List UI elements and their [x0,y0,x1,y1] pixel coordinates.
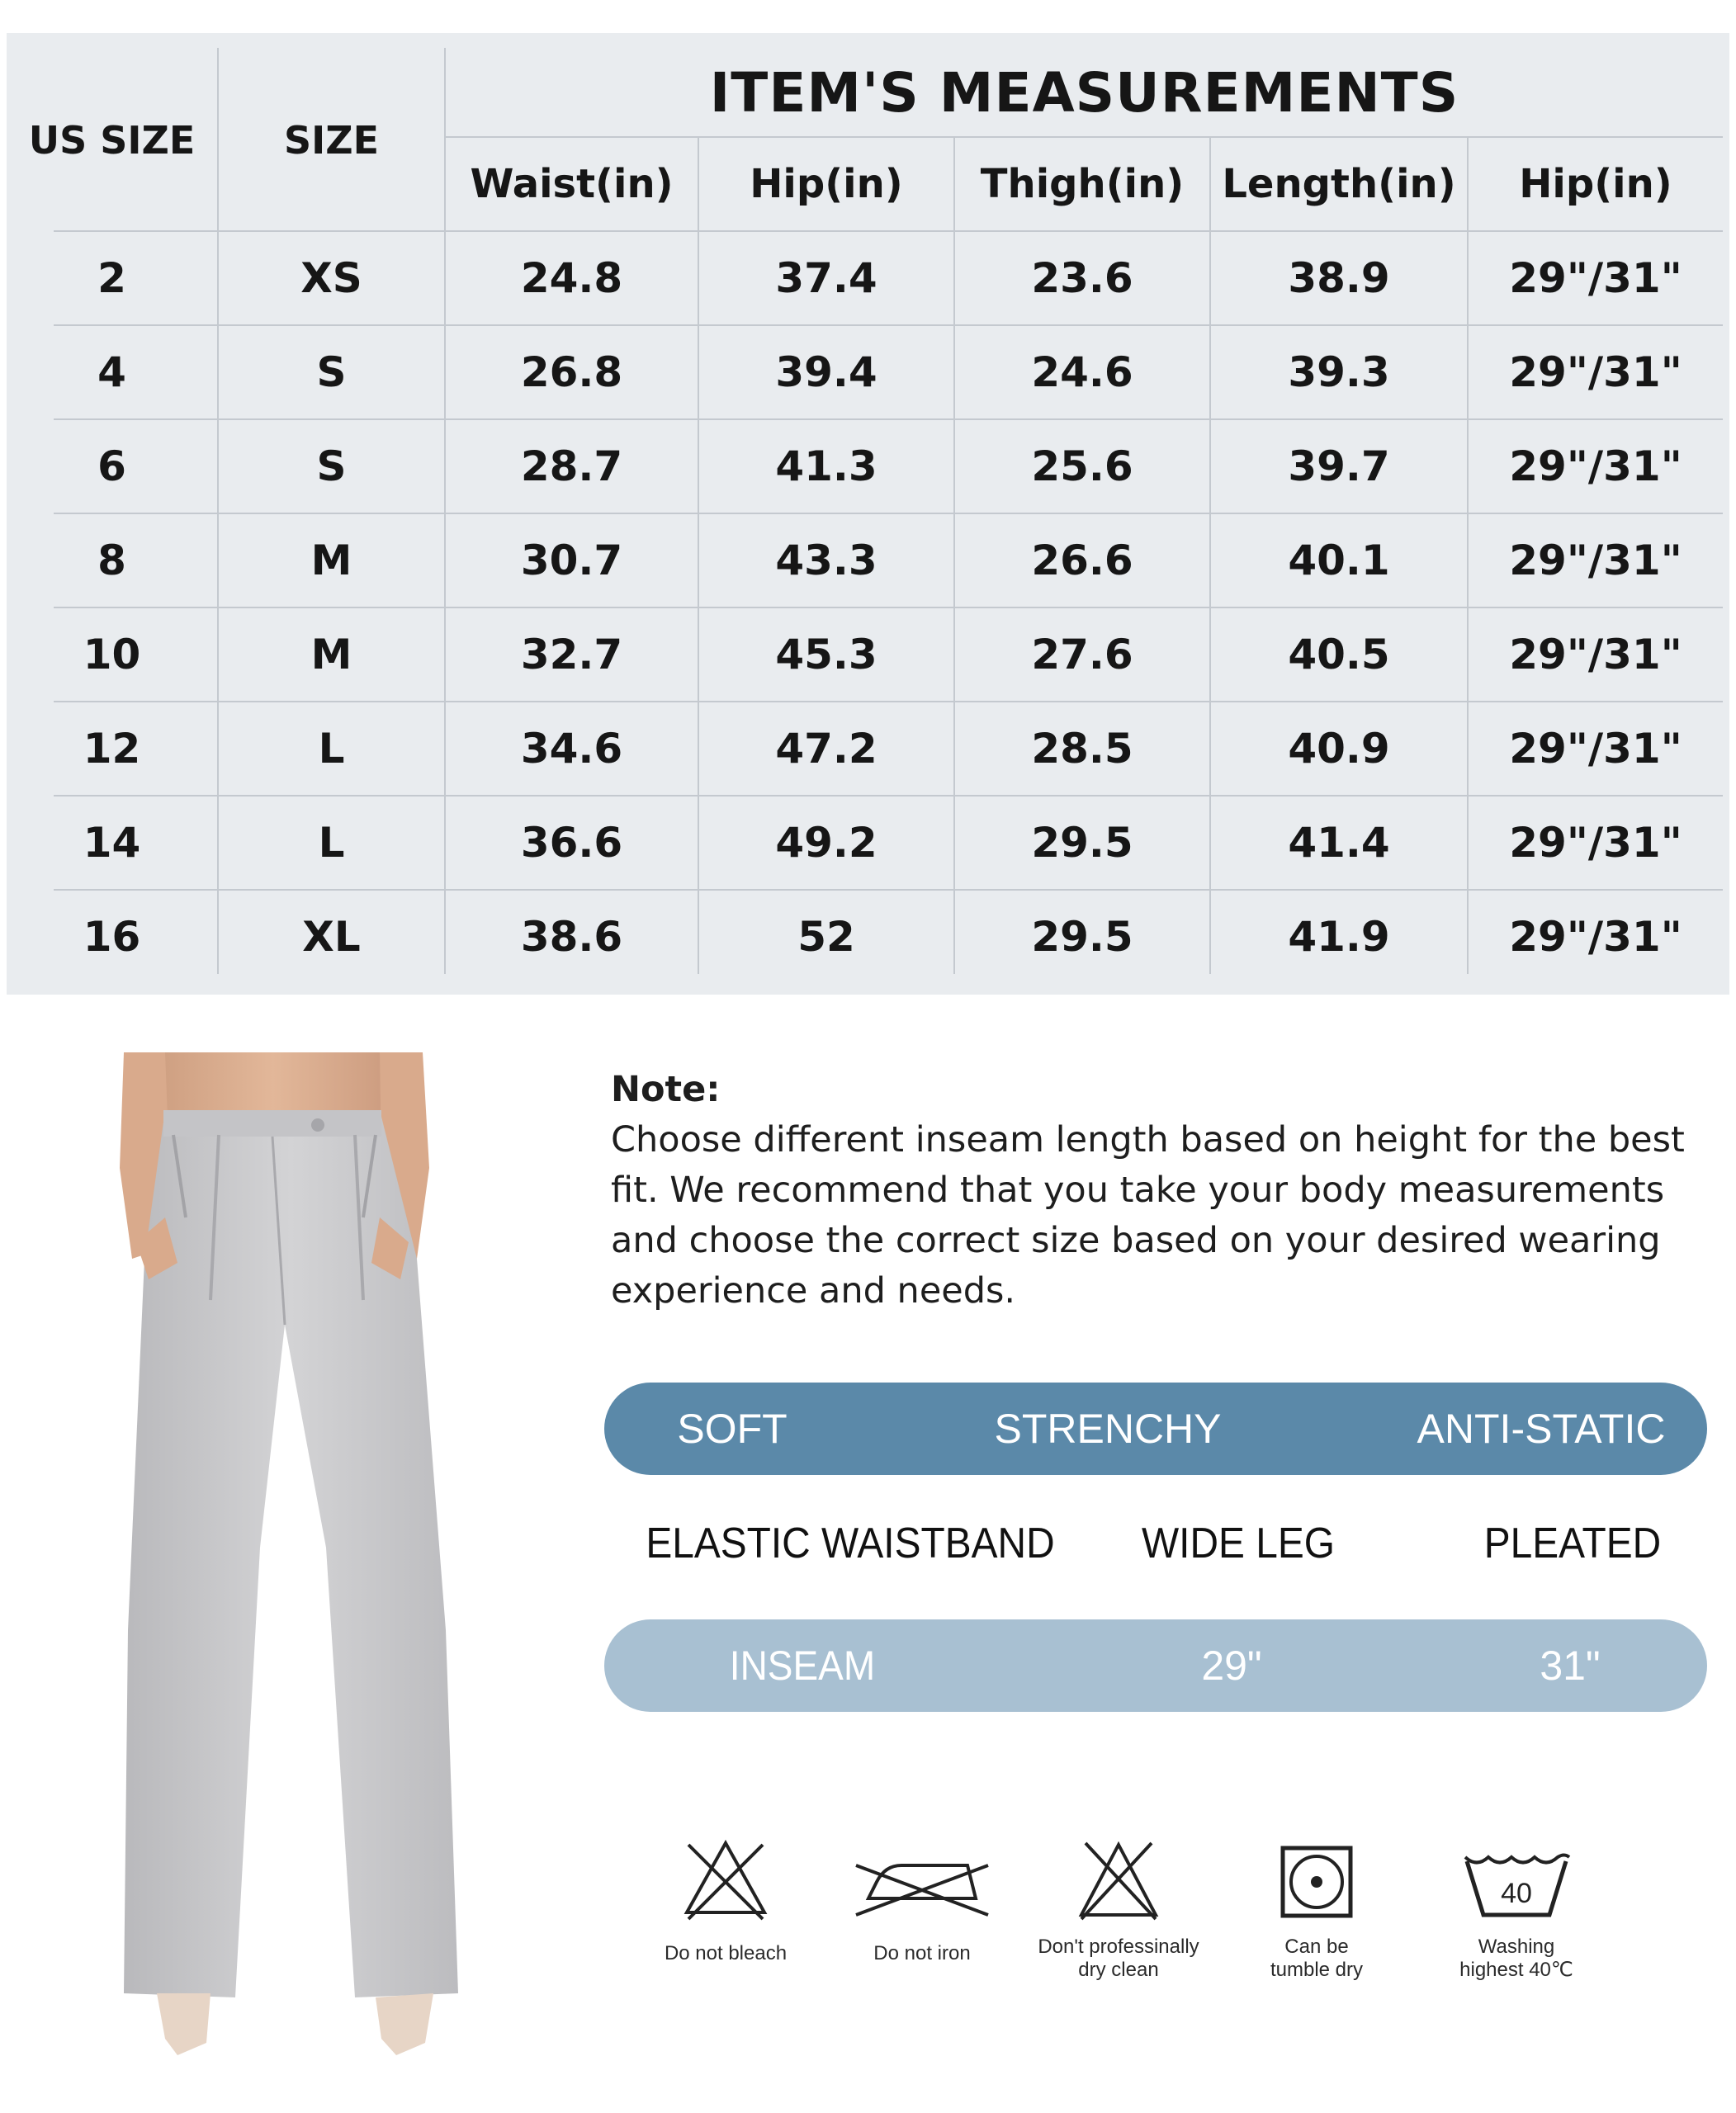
hip-cell: 41.3 [775,442,877,490]
thigh-cell: 27.6 [1031,631,1133,678]
thigh-cell: 29.5 [1031,819,1133,867]
size-cell: XL [302,913,361,961]
inseam-cell: 29"/31" [1509,254,1682,302]
hip-cell: 37.4 [775,254,877,302]
hip-cell: 45.3 [775,631,877,678]
thigh-header: Thigh(in) [980,161,1185,207]
inseam-option-31: 31" [1540,1643,1601,1689]
us-size-cell: 6 [97,442,126,490]
inseam-cell: 29"/31" [1509,819,1682,867]
us-size-header: US SIZE [28,117,196,163]
waist-cell: 24.8 [520,254,623,302]
care-tumble-dry [1230,1836,1403,1982]
size-cell: M [310,631,352,678]
hip-cell: 47.2 [775,725,877,773]
thigh-cell: 25.6 [1031,442,1133,490]
table-title: ITEM'S MEASUREMENTS [709,61,1459,125]
waist-cell: 28.7 [520,442,623,490]
size-chart-table [7,33,1729,995]
care-label-line1: Don't professinally [1038,1936,1199,1958]
waist-cell: 26.8 [520,348,623,396]
feature-pleated: PLEATED [1483,1520,1662,1567]
inseam-cell: 29"/31" [1509,537,1682,584]
waist-cell: 34.6 [520,725,623,773]
waist-cell: 30.7 [520,537,623,584]
inseam-option-29: 29" [1201,1643,1262,1689]
care-label-line2: highest 40℃ [1459,1959,1573,1981]
care-label-line2: dry clean [1078,1959,1159,1981]
inseam-pill [604,1619,1707,1712]
length-cell: 41.4 [1288,819,1390,867]
care-no-dry-clean [1032,1836,1205,1982]
hip-cell: 49.2 [775,819,877,867]
property-anti-static: ANTI-STATIC [1417,1406,1666,1452]
care-do-not-iron [835,1836,1009,1965]
length-cell: 39.7 [1288,442,1390,490]
size-cell: L [318,725,345,773]
feature-elastic-waistband: ELASTIC WAISTBAND [646,1520,1055,1567]
us-size-cell: 8 [97,537,126,584]
us-size-cell: 16 [83,913,141,961]
inseam-cell: 29"/31" [1509,348,1682,396]
no-iron-icon [852,1836,992,1927]
care-label: Do not iron [873,1942,971,1964]
size-cell: M [310,537,352,584]
wash-40-icon [1459,1836,1574,1927]
waist-cell: 36.6 [520,819,623,867]
feature-wide-leg: WIDE LEG [1142,1520,1335,1567]
wash-temp-label: 40 [1501,1878,1532,1909]
inseam-cell: 29"/31" [1509,631,1682,678]
length-cell: 39.3 [1288,348,1390,396]
care-wash-40 [1430,1836,1603,1982]
inseam-cell: 29"/31" [1509,725,1682,773]
waist-cell: 32.7 [520,631,623,678]
note-body: Choose different inseam length based on height for the best fit. We recommend that you take your body measurements and choose the correct size based on your desired wearing experience and needs. [611,1119,1685,1312]
us-size-cell: 10 [83,631,141,678]
hip-cell: 39.4 [775,348,877,396]
inseam-cell: 29"/31" [1509,442,1682,490]
pants-model-image [0,1052,561,2059]
properties-pill [604,1383,1707,1475]
care-label-line2: tumble dry [1270,1959,1364,1981]
length-cell: 40.9 [1288,725,1390,773]
size-cell: S [316,348,347,396]
hip-cell: 52 [797,913,855,961]
thigh-cell: 26.6 [1031,537,1133,584]
thigh-cell: 24.6 [1031,348,1133,396]
no-bleach-icon [680,1836,771,1927]
property-strenchy: STRENCHY [994,1406,1222,1452]
length-cell: 41.9 [1288,913,1390,961]
waist-header: Waist(in) [470,161,674,207]
length-cell: 40.5 [1288,631,1390,678]
inseam-label: INSEAM [729,1643,876,1689]
care-label-line1: Washing [1478,1936,1555,1958]
length-cell: 38.9 [1288,254,1390,302]
us-size-cell: 14 [83,819,141,867]
thigh-cell: 23.6 [1031,254,1133,302]
hip-header: Hip(in) [750,161,903,207]
thigh-cell: 28.5 [1031,725,1133,773]
inseam-cell: 29"/31" [1509,913,1682,961]
size-header: SIZE [283,117,380,163]
care-do-not-bleach [639,1836,812,1965]
us-size-cell: 2 [97,254,126,302]
length-header: Length(in) [1222,161,1456,207]
waist-cell: 38.6 [520,913,623,961]
care-label: Do not bleach [664,1942,788,1964]
size-cell: L [318,819,345,867]
note-block [611,1065,1717,1316]
property-soft: SOFT [677,1406,788,1452]
us-size-cell: 4 [97,348,126,396]
product-photo [0,1052,561,2059]
note-title: Note: [611,1069,721,1110]
length-cell: 40.1 [1288,537,1390,584]
us-size-cell: 12 [83,725,141,773]
no-dry-clean-icon [1073,1836,1164,1927]
thigh-cell: 29.5 [1031,913,1133,961]
hip-cell: 43.3 [775,537,877,584]
inseam-header: Hip(in) [1519,161,1672,207]
care-label-line1: Can be [1284,1936,1349,1958]
tumble-dry-icon [1271,1836,1362,1927]
size-cell: XS [300,254,362,302]
size-cell: S [316,442,347,490]
